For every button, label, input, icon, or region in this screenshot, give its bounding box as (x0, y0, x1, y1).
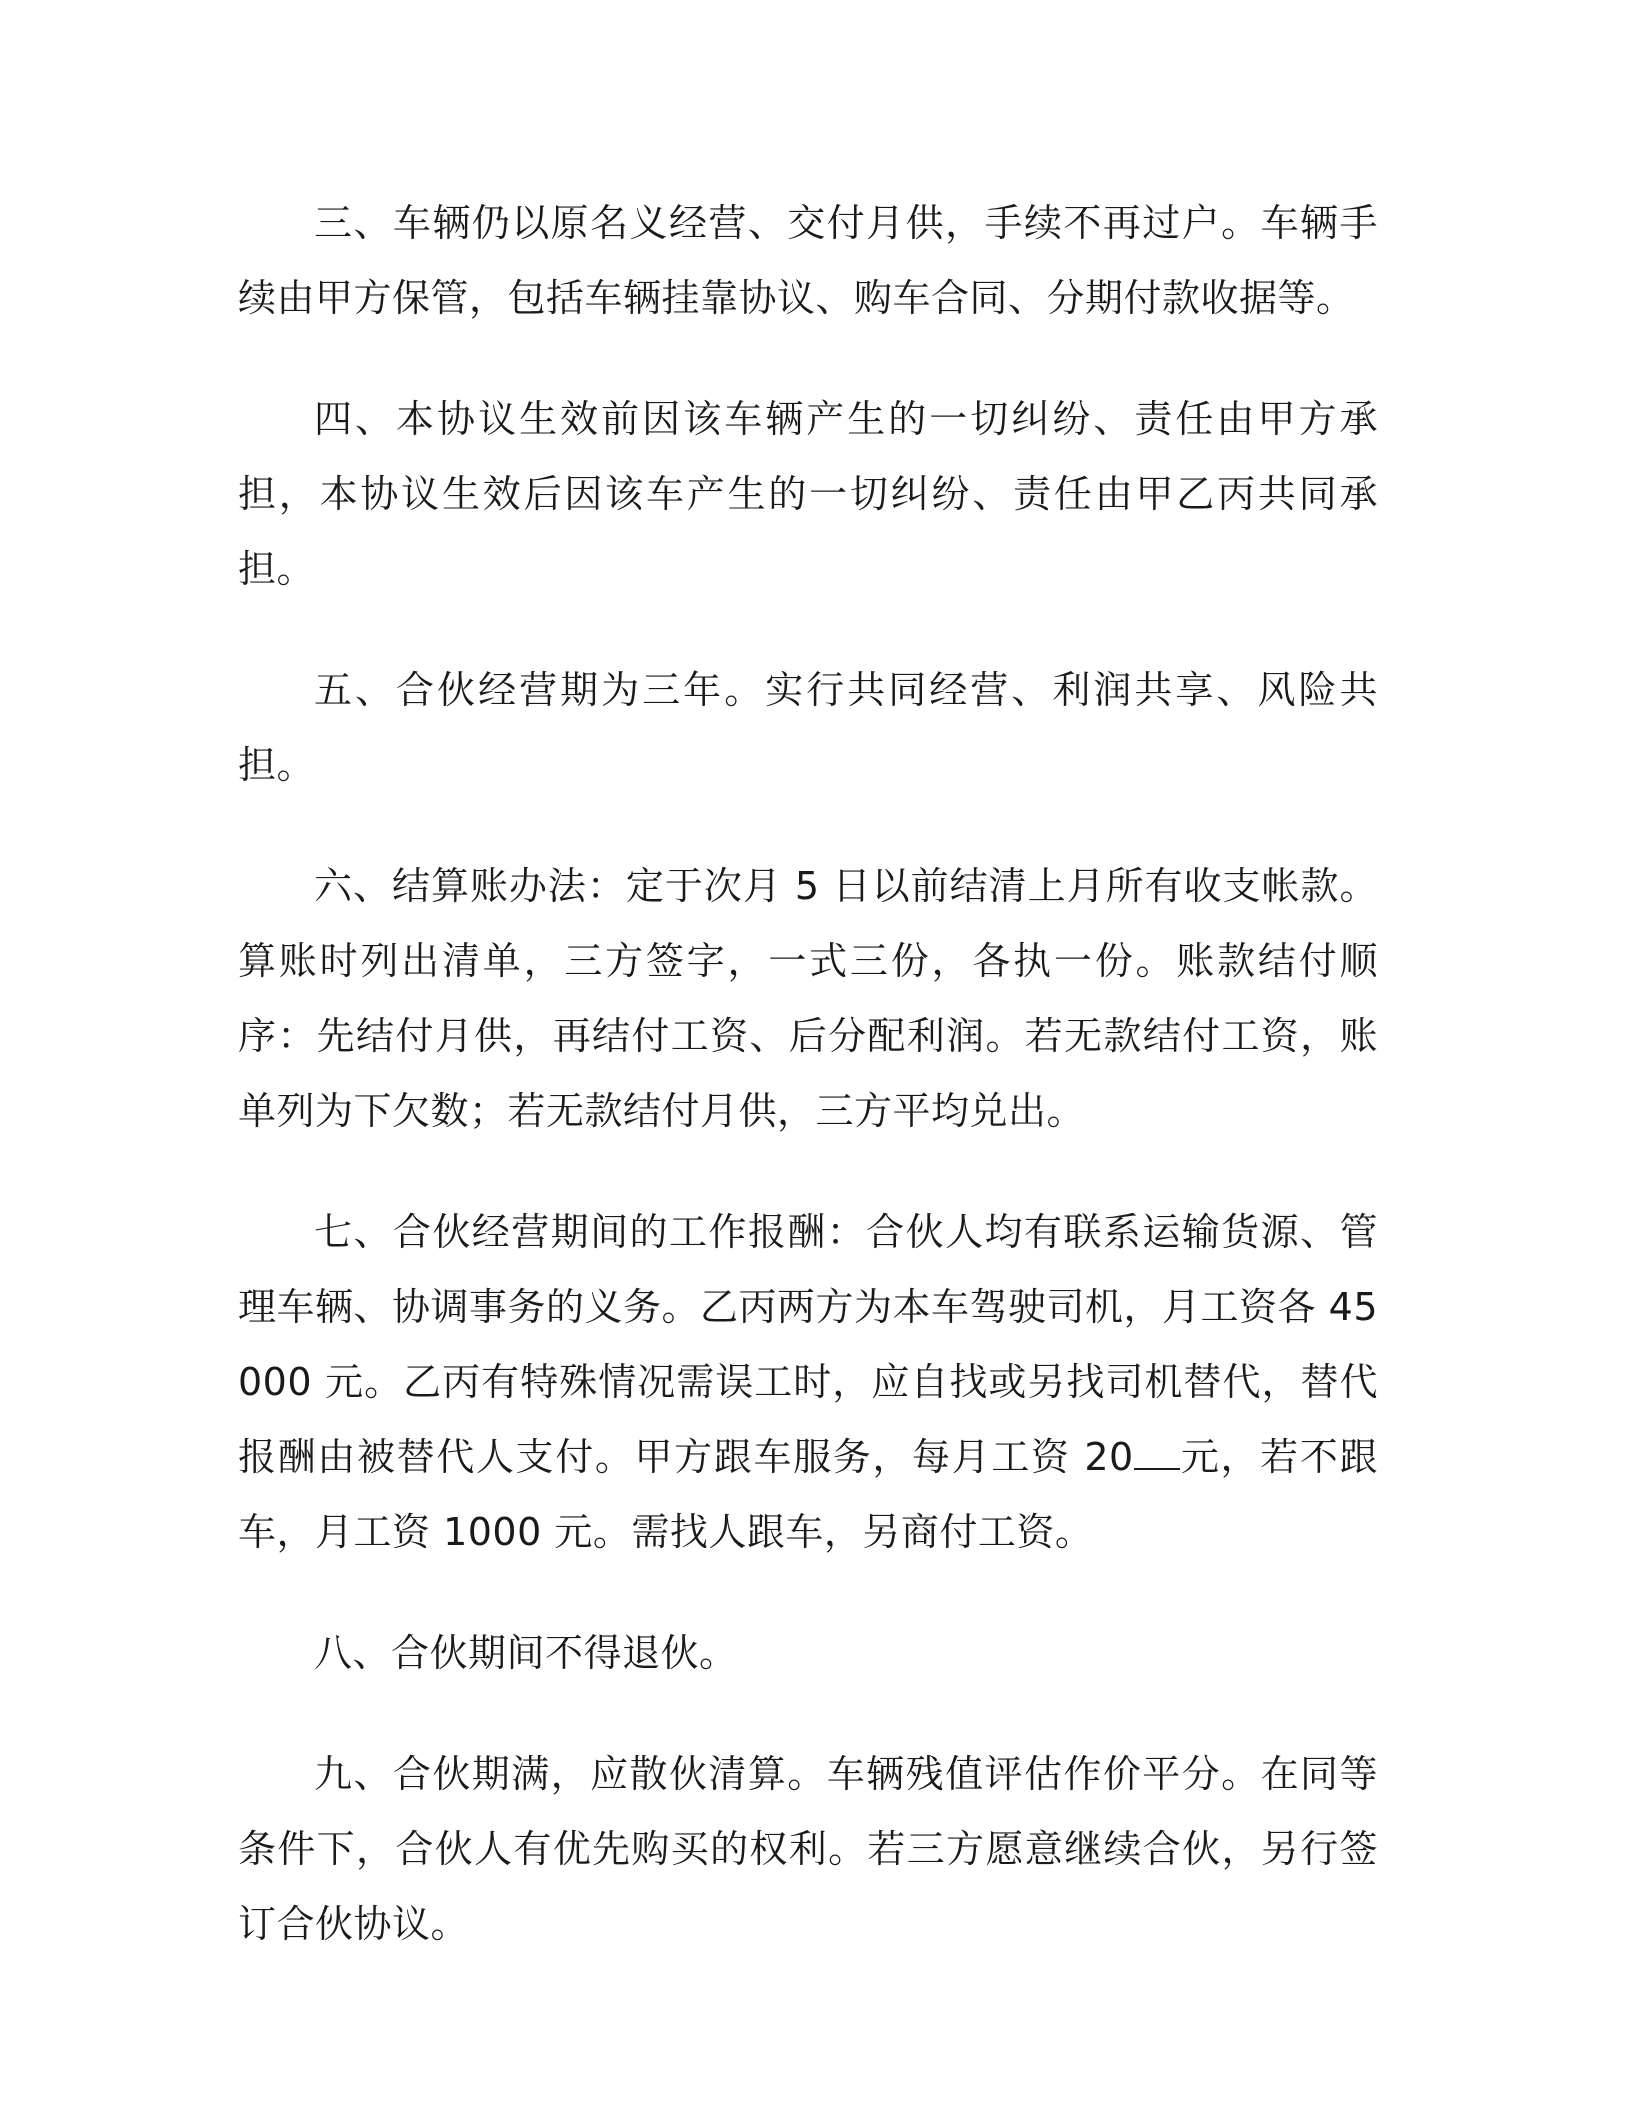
agreement-body (238, 186, 1378, 2012)
clause-six: 六、结算账办法：定于次月 5 日以前结清上月所有收支帐款。算账时列出清单，三方签字，一式三份，各执一份。账款结付顺序：先结付月供，再结付工资、后分配利润。若无款结付工资，账单列为下欠数；若无款结付月供，三方平均兑出。 (238, 864, 1378, 1133)
clause-eight: 八、合伙期间不得退伙。 (314, 1631, 738, 1675)
clause-three: 三、车辆仍以原名义经营、交付月供，手续不再过户。车辆手续由甲方保管，包括车辆挂靠协议、购车合同、分期付款收据等。 (238, 201, 1378, 320)
clause-four: 四、本协议生效前因该车辆产生的一切纠纷、责任由甲方承担，本协议生效后因该车产生的一切纠纷、责任由甲乙丙共同承担。 (238, 397, 1378, 591)
salary-blank (1134, 1434, 1180, 1470)
clause-seven-part1: 七、合伙经营期间的工作报酬：合伙人均有联系运输货源、管理车辆、协调事务的义务。乙丙两方为本车驾驶司机，月工资各 45000 元。乙丙有特殊情况需误工时，应自找或另找司机替代，替代报酬由被替代人支付。甲方跟车服务，每月工资 20 (238, 1210, 1378, 1479)
clause-nine: 九、合伙期满，应散伙清算。车辆残值评估作价平分。在同等条件下，合伙人有优先购买的权利。若三方愿意继续合伙，另行签订合伙协议。 (238, 1752, 1378, 1946)
clause-seven (238, 1195, 1378, 1570)
clause-five: 五、合伙经营期为三年。实行共同经营、利润共享、风险共担。 (238, 668, 1378, 787)
clause-seven-part2: 元，若不跟车，月工资 1000 元。需找人跟车，另商付工资。 (238, 1435, 1378, 1554)
